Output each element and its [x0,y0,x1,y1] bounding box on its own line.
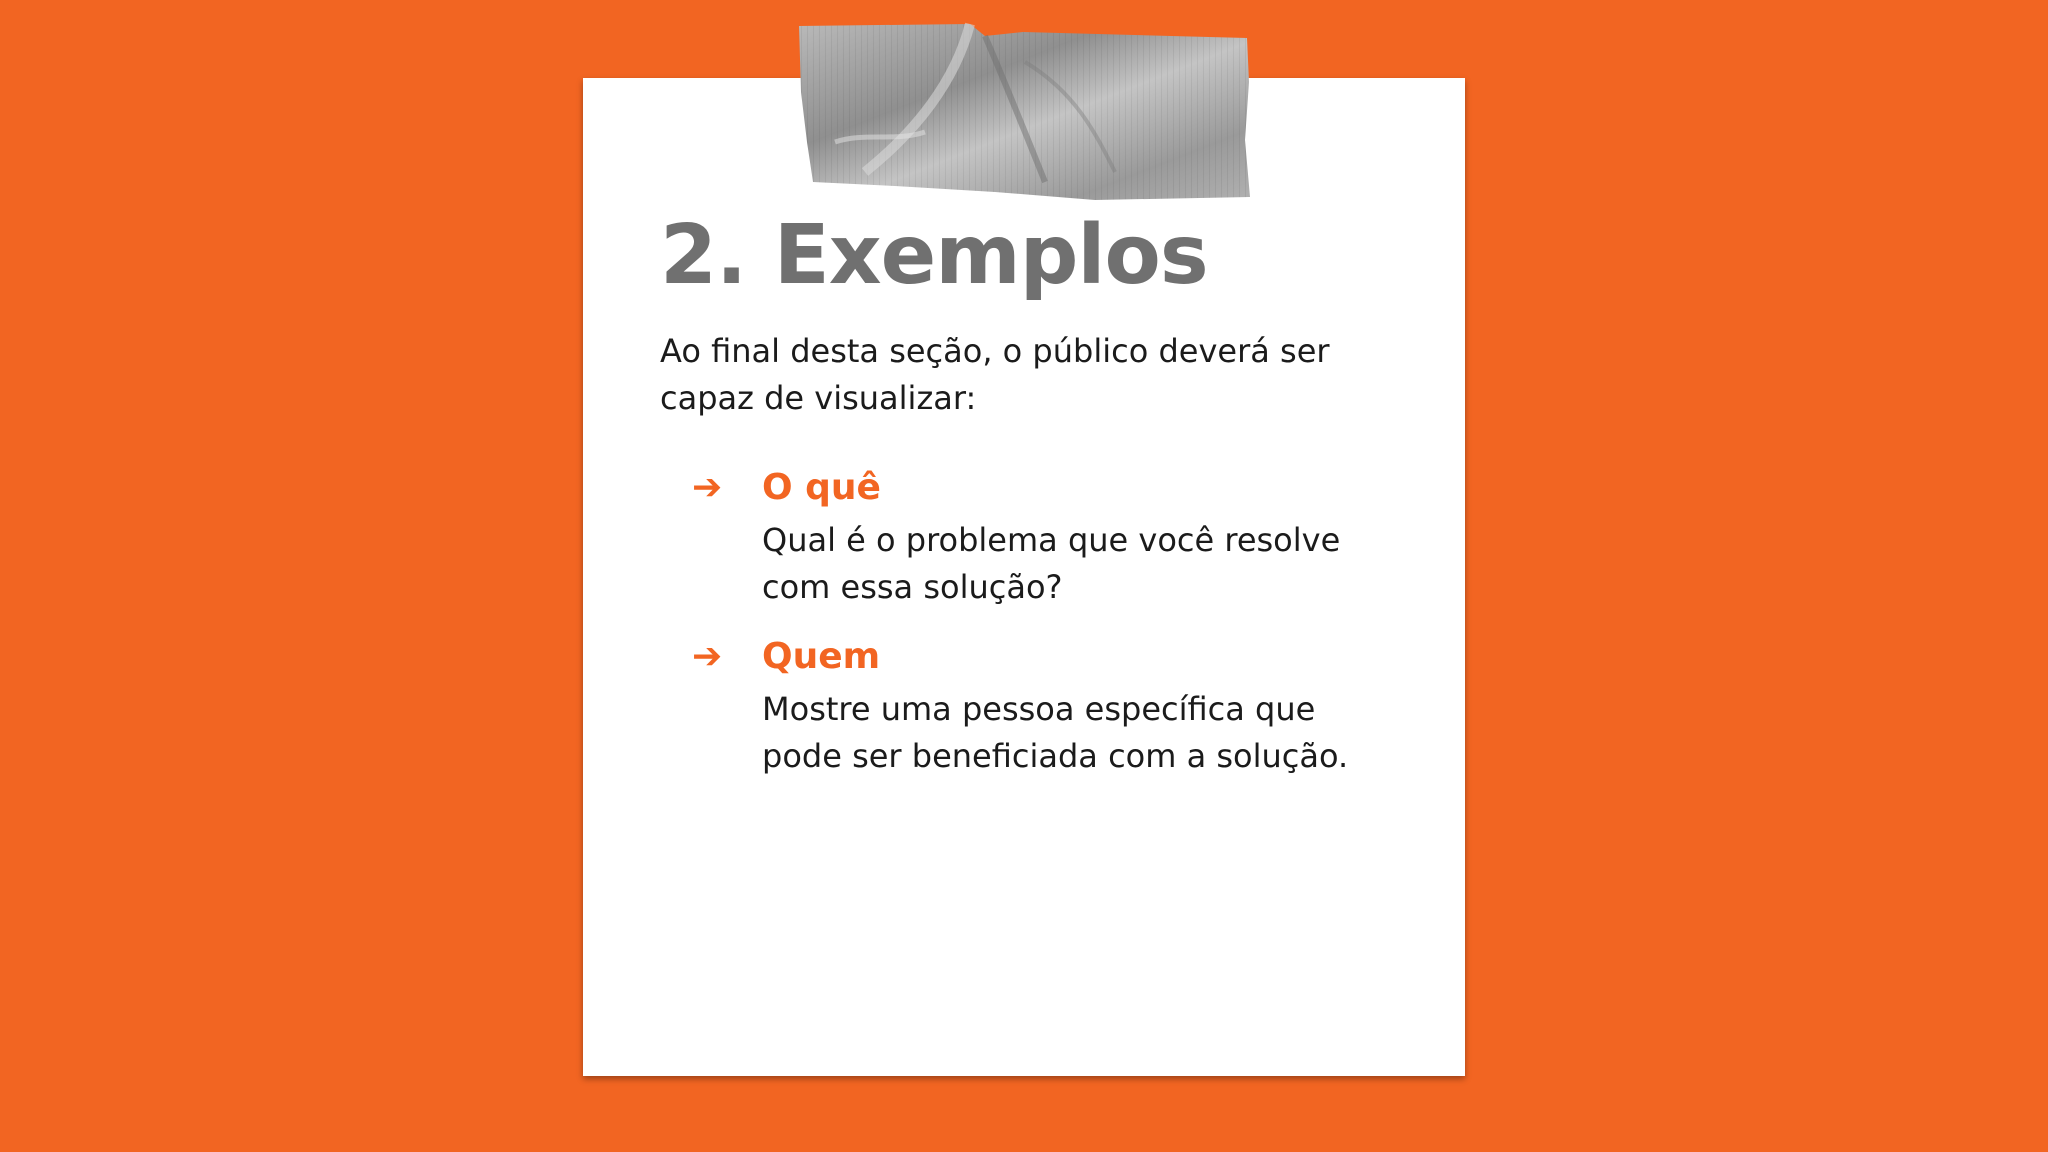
right-arrow-icon: ➔ [692,636,723,677]
bullet-title: Quem [762,636,881,677]
right-arrow-icon: ➔ [692,467,723,508]
slide-title: 2. Exemplos [660,208,1208,303]
duct-tape-decoration [795,22,1251,204]
bullet-title: O quê [762,467,881,508]
bullet-description: Mostre uma pessoa específica que pode ser beneficiada com a solução. [762,690,1349,775]
bullet-description: Qual é o problema que você resolve com essa solução? [762,521,1341,606]
intro-text: Ao final desta seção, o público deverá ser capaz de visualizar: [660,332,1330,417]
